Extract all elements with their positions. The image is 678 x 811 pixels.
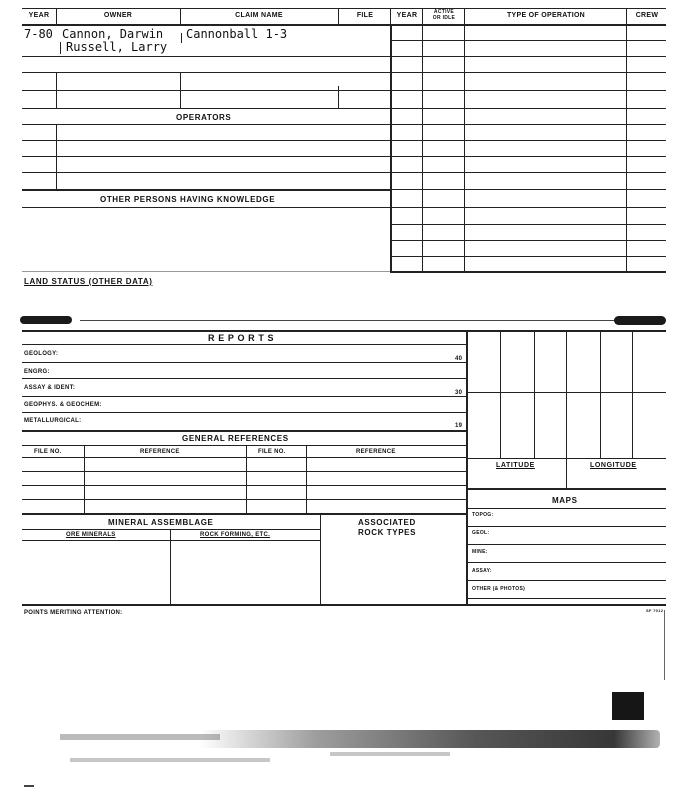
general-references-title: GENERAL REFERENCES (182, 434, 289, 443)
maps-topog: TOPOG: (472, 512, 494, 518)
active-idle-header: ACTIVE OR IDLE (432, 9, 456, 21)
side-number-19: 19 (455, 423, 463, 429)
points-meriting-attention: POINTS MERITING ATTENTION: (24, 610, 123, 616)
type-of-operation-header: TYPE OF OPERATION (506, 12, 586, 19)
latitude-label: LATITUDE (496, 462, 535, 469)
report-row-geology: GEOLOGY: (24, 351, 59, 357)
associated-1: ASSOCIATED (358, 518, 416, 527)
form-number: SF 7012 (646, 608, 664, 613)
report-row-assay: ASSAY & IDENT: (24, 385, 76, 391)
maps-other: OTHER (& PHOTOS) (472, 586, 526, 592)
entry-claim-name: Cannonball 1-3 (186, 27, 288, 41)
ref-header-reference-1: REFERENCE (140, 449, 180, 455)
land-status-label: LAND STATUS (OTHER DATA) (24, 277, 153, 286)
owner-header: OWNER (103, 12, 133, 19)
ref-header-file-no-1: FILE NO. (34, 449, 62, 455)
operators-title: OPERATORS (176, 113, 232, 122)
year2-header: YEAR (396, 12, 418, 19)
maps-assay: ASSAY: (472, 568, 492, 574)
other-persons-title: OTHER PERSONS HAVING KNOWLEDGE (100, 195, 276, 204)
ore-minerals-header: ORE MINERALS (66, 532, 116, 538)
side-number-40: 40 (455, 356, 463, 362)
maps-geol: GEOL: (472, 530, 490, 536)
associated-2: ROCK TYPES (358, 528, 417, 537)
report-row-engrg: ENGRG: (24, 369, 50, 375)
mineral-title: MINERAL ASSEMBLAGE (108, 518, 214, 527)
side-number-30: 30 (455, 390, 463, 396)
report-row-metallurgical: METALLURGICAL: (24, 418, 82, 424)
reports-title: R E P O R T S (208, 333, 275, 343)
file-header: FILE (356, 12, 374, 19)
longitude-label: LONGITUDE (590, 462, 637, 469)
entry-year: 7-80 (24, 27, 53, 41)
rock-forming-header: ROCK FORMING, ETC. (200, 532, 271, 538)
ref-header-file-no-2: FILE NO. (258, 449, 286, 455)
year-header: YEAR (28, 12, 50, 19)
crew-header: CREW (635, 12, 659, 19)
maps-title: MAPS (552, 496, 578, 505)
ref-header-reference-2: REFERENCE (356, 449, 396, 455)
entry-owner-2: Russell, Larry (66, 40, 168, 54)
maps-mine: MINE: (472, 549, 488, 555)
entry-owner-1: Cannon, Darwin (62, 27, 164, 41)
claim-name-header: CLAIM NAME (235, 12, 283, 19)
report-row-geophys: GEOPHYS. & GEOCHEM: (24, 402, 102, 408)
